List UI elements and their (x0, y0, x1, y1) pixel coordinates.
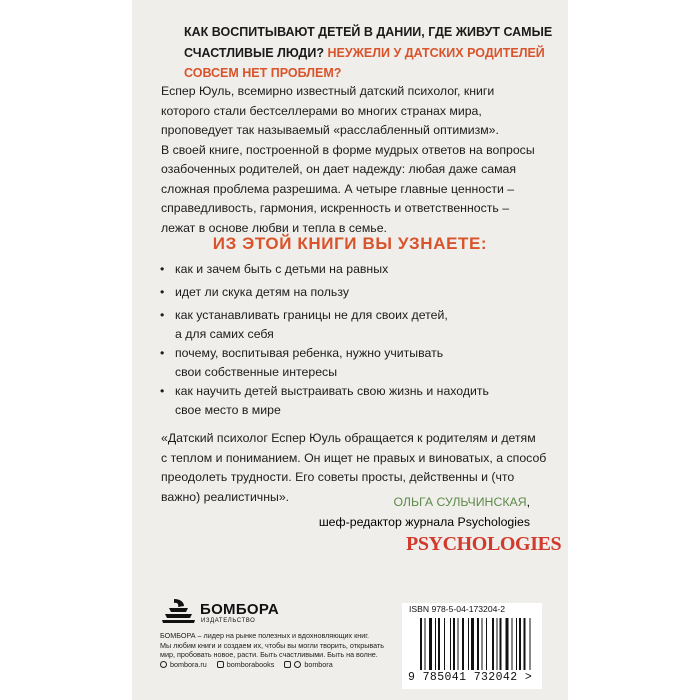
bullet-line: • как устанавливать границы не для своих детей, (175, 308, 448, 322)
barcode-bar (471, 618, 474, 670)
author-name: ОЛЬГА СУЛЬЧИНСКАЯ (393, 495, 527, 509)
barcode-bar (429, 618, 432, 670)
quote-line: важно) реалистичны». (161, 489, 290, 504)
intro-line: Еспер Юуль, всемирно известный датский психолог, книги (161, 84, 495, 98)
barcode-icon (420, 618, 532, 670)
psychologies-logo: PSYCHOLOGIES (406, 533, 562, 555)
publisher-sub: ИЗДАТЕЛЬСТВО (201, 618, 256, 624)
social-links (160, 660, 333, 669)
barcode-bar (438, 618, 440, 670)
barcode-bar (512, 618, 513, 670)
bullet-item (161, 283, 349, 302)
bullet-line: а для самих себя (175, 327, 274, 341)
bullet-line: • как научить детей выстраивать свою жизнь и находить (175, 384, 489, 398)
blurb-line: Мы любим книги и создаем их, чтобы вы могли творить, открывать (160, 640, 384, 650)
quote-line: преодолеть трудности. Его советы просты, действенны и (что (161, 470, 515, 484)
bullet-line: свое место в мире (175, 403, 281, 417)
quote-line: «Датский психолог Еспер Юуль обращается к родителям и детям (161, 431, 536, 445)
barcode-bar (453, 618, 455, 670)
intro-line: лежат в основе любви и тепла в семье. (161, 220, 387, 235)
vk-icon (284, 661, 291, 668)
headline-line-2: СЧАСТЛИВЫЕ ЛЮДИ? (184, 45, 324, 60)
website-link[interactable] (160, 660, 207, 669)
intro-line: справедливость, гармония, искренность и ответственность – (161, 201, 510, 215)
blurb-line: мир, пробовать новое, расти. Быть счастливыми. Быть на волне. (160, 650, 378, 660)
bombora-mark-icon (160, 598, 196, 624)
barcode-bar (519, 618, 521, 670)
barcode-bar (458, 618, 459, 670)
headline (184, 22, 552, 84)
bullet-line: свои собственные интересы (175, 365, 338, 379)
barcode-bar (477, 618, 479, 670)
barcode-bar (506, 618, 509, 670)
camera-icon (217, 661, 224, 668)
quote-line: с теплом и пониманием. Он ищет не правых и виноватых, а способ (161, 450, 547, 465)
barcode-bar (492, 618, 494, 670)
barcode-bar (450, 618, 451, 670)
barcode-number: 9 785041 732042 > (408, 671, 533, 684)
section-subtitle: ИЗ ЭТОЙ КНИГИ ВЫ УЗНАЕТЕ: (212, 234, 488, 253)
barcode-bar (435, 618, 436, 670)
barcode-bar (486, 618, 487, 670)
headline-line-1: КАК ВОСПИТЫВАЮТ ДЕТЕЙ В ДАНИИ, ГДЕ ЖИВУТ САМЫЕ (184, 25, 553, 39)
author-role: шеф-редактор журнала Psychologies (318, 515, 530, 529)
bullet-item (161, 382, 489, 420)
social-link-2[interactable] (284, 660, 332, 669)
social-label-1: bomborabooks (226, 660, 275, 669)
publisher-blurb (160, 631, 384, 660)
barcode-bar (468, 618, 469, 670)
bullet-item (161, 260, 388, 279)
quote-author: ОЛЬГА СУЛЬЧИНСКАЯ, шеф-редактор журнала Psychologies (319, 492, 530, 532)
publisher-name: БОМБОРА (200, 601, 280, 618)
intro-line: которого стали бестселлерами во многих странах мира, (161, 103, 482, 118)
barcode-bar (462, 618, 464, 670)
bullet-item (161, 344, 443, 382)
barcode-bar (420, 618, 422, 670)
blurb-line: БОМБОРА – лидер на рынке полезных и вдохновляющих книг. (160, 631, 369, 640)
bullet-item (161, 306, 448, 344)
barcode-bar (524, 618, 526, 670)
intro-line: сложная проблема разрешима. А четыре главные ценности – (161, 181, 515, 196)
bullet-line: • как и зачем быть с детьми на равных (175, 262, 389, 276)
telegram-icon (294, 661, 301, 668)
headline-accent-line-2: СОВСЕМ НЕТ ПРОБЛЕМ? (184, 66, 342, 80)
globe-icon (160, 661, 167, 668)
barcode-bar (530, 618, 531, 670)
headline-accent-line-1: НЕУЖЕЛИ У ДАТСКИХ РОДИТЕЛЕЙ (327, 45, 545, 60)
barcode-bar (444, 618, 445, 670)
barcode-bar (482, 618, 483, 670)
intro-line: проповедует так называемый «расслабленный оптимизм». (161, 123, 499, 137)
barcode-bar (425, 618, 426, 670)
intro-line: В своей книге, построенной в форме мудрых ответов на вопросы (161, 142, 535, 157)
barcode-bar (516, 618, 517, 670)
bullet-line: • почему, воспитывая ребенка, нужно учитывать (175, 346, 444, 360)
barcode-bar (497, 618, 498, 670)
bullet-line: • идет ли скука детям на пользу (175, 285, 349, 299)
website-label: bombora.ru (170, 660, 207, 669)
intro-line: озабоченных родителей, он дает надежду: любая даже самая (161, 162, 517, 176)
social-link-1[interactable] (217, 660, 275, 669)
barcode-bar (500, 618, 502, 670)
social-label-2: bombora (304, 660, 333, 669)
isbn-label: ISBN 978-5-04-173204-2 (409, 604, 506, 614)
intro-paragraph (161, 82, 535, 238)
